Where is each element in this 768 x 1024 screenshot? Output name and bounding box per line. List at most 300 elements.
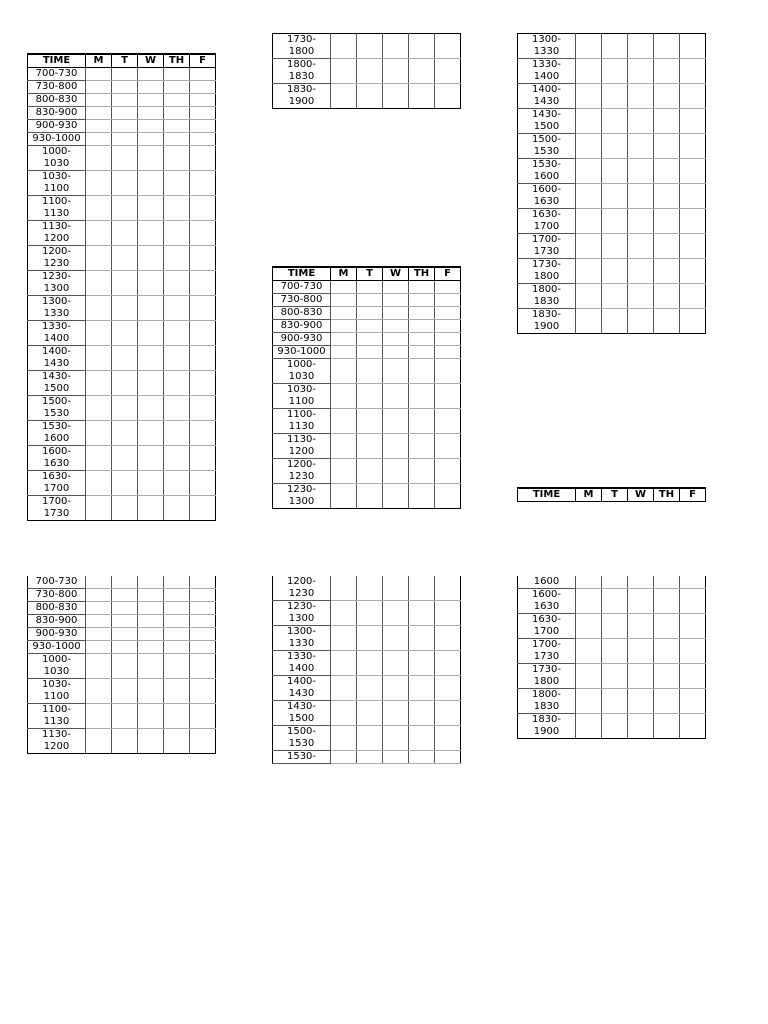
day-cell [112, 146, 138, 171]
day-cell [576, 576, 602, 589]
table-row [518, 159, 706, 184]
time-slot-label: 1600- 1630 [518, 184, 576, 209]
day-column-header: F [190, 54, 216, 68]
day-column-header: TH [409, 267, 435, 281]
day-cell [190, 81, 216, 94]
day-cell [112, 641, 138, 654]
day-cell [680, 259, 706, 284]
time-slot-label: 1030- 1100 [28, 171, 86, 196]
day-cell [357, 346, 383, 359]
day-cell [602, 184, 628, 209]
day-cell [164, 171, 190, 196]
day-cell [680, 614, 706, 639]
day-cell [654, 714, 680, 739]
table-row [273, 701, 461, 726]
day-cell [164, 628, 190, 641]
time-slot-label: 1030- 1100 [273, 384, 331, 409]
day-cell [602, 84, 628, 109]
day-cell [112, 246, 138, 271]
day-cell [138, 704, 164, 729]
day-cell [357, 434, 383, 459]
day-cell [628, 309, 654, 334]
day-cell [576, 309, 602, 334]
day-cell [435, 307, 461, 320]
day-cell [409, 294, 435, 307]
schedule-table-2 [272, 33, 461, 109]
table-row [28, 346, 216, 371]
day-cell [628, 234, 654, 259]
day-cell [435, 626, 461, 651]
table-row [273, 676, 461, 701]
day-cell [680, 639, 706, 664]
day-cell [190, 704, 216, 729]
day-cell [112, 120, 138, 133]
day-cell [628, 589, 654, 614]
day-cell [628, 134, 654, 159]
table-row [273, 651, 461, 676]
day-cell [654, 259, 680, 284]
day-cell [112, 371, 138, 396]
day-cell [680, 59, 706, 84]
table-row [28, 196, 216, 221]
day-cell [86, 396, 112, 421]
day-cell [164, 94, 190, 107]
day-cell [409, 751, 435, 764]
table-row [273, 726, 461, 751]
day-cell [138, 471, 164, 496]
table-row [518, 34, 706, 59]
day-cell [357, 333, 383, 346]
table-row [518, 589, 706, 614]
day-cell [383, 701, 409, 726]
day-cell [409, 346, 435, 359]
day-cell [112, 615, 138, 628]
day-cell [112, 446, 138, 471]
day-cell [331, 701, 357, 726]
time-slot-label: 930-1000 [28, 133, 86, 146]
time-slot-label: 1000- 1030 [28, 654, 86, 679]
day-cell [86, 602, 112, 615]
day-cell [435, 484, 461, 509]
time-slot-label: 1630- 1700 [518, 614, 576, 639]
table-row [518, 59, 706, 84]
day-column-header: M [576, 488, 602, 502]
day-cell [138, 641, 164, 654]
day-cell [164, 496, 190, 521]
day-cell [680, 159, 706, 184]
time-slot-label: 1230- 1300 [273, 484, 331, 509]
table-row [28, 654, 216, 679]
day-cell [112, 679, 138, 704]
day-cell [654, 309, 680, 334]
day-cell [138, 496, 164, 521]
day-cell [383, 626, 409, 651]
day-cell [190, 628, 216, 641]
day-cell [357, 281, 383, 294]
day-cell [357, 726, 383, 751]
time-slot-label: 1430- 1500 [28, 371, 86, 396]
day-cell [331, 333, 357, 346]
day-cell [680, 284, 706, 309]
schedule-table-6 [27, 576, 216, 754]
table-row [28, 171, 216, 196]
time-slot-label: 1200- 1230 [273, 576, 331, 601]
day-cell [409, 651, 435, 676]
day-cell [383, 751, 409, 764]
day-cell [112, 471, 138, 496]
day-cell [654, 59, 680, 84]
day-cell [112, 271, 138, 296]
day-cell [435, 459, 461, 484]
day-cell [409, 34, 435, 59]
day-cell [86, 641, 112, 654]
day-cell [190, 296, 216, 321]
day-cell [164, 589, 190, 602]
table-row [28, 120, 216, 133]
day-cell [138, 171, 164, 196]
time-slot-label: 1430- 1500 [273, 701, 331, 726]
time-slot-label: 1100- 1130 [28, 704, 86, 729]
time-slot-label: 1300- 1330 [273, 626, 331, 651]
day-cell [138, 321, 164, 346]
time-slot-label: 1200- 1230 [28, 246, 86, 271]
day-cell [86, 321, 112, 346]
day-cell [86, 68, 112, 81]
time-slot-label: 1100- 1130 [273, 409, 331, 434]
day-cell [86, 615, 112, 628]
day-cell [602, 309, 628, 334]
day-cell [654, 614, 680, 639]
day-cell [357, 484, 383, 509]
day-cell [383, 333, 409, 346]
day-cell [654, 639, 680, 664]
day-column-header: W [383, 267, 409, 281]
time-slot-label: 1530- 1600 [518, 159, 576, 184]
day-cell [654, 664, 680, 689]
table-row [518, 84, 706, 109]
day-cell [164, 421, 190, 446]
day-cell [331, 434, 357, 459]
time-slot-label: 830-900 [273, 320, 331, 333]
time-slot-label: 1730- 1800 [273, 34, 331, 59]
day-cell [409, 320, 435, 333]
day-cell [357, 34, 383, 59]
day-cell [86, 81, 112, 94]
table-row [28, 471, 216, 496]
day-cell [331, 346, 357, 359]
day-cell [409, 333, 435, 346]
day-cell [331, 726, 357, 751]
day-cell [357, 651, 383, 676]
day-column-header: W [628, 488, 654, 502]
day-cell [576, 159, 602, 184]
day-cell [576, 614, 602, 639]
day-cell [602, 284, 628, 309]
day-cell [576, 84, 602, 109]
day-cell [576, 639, 602, 664]
day-cell [383, 434, 409, 459]
day-cell [190, 641, 216, 654]
day-cell [654, 209, 680, 234]
time-slot-label: 1300- 1330 [28, 296, 86, 321]
day-cell [576, 34, 602, 59]
time-slot-label: 830-900 [28, 107, 86, 120]
day-cell [576, 209, 602, 234]
day-cell [164, 133, 190, 146]
day-cell [654, 159, 680, 184]
day-cell [164, 641, 190, 654]
day-cell [331, 359, 357, 384]
day-column-header: F [435, 267, 461, 281]
day-cell [138, 615, 164, 628]
day-cell [435, 701, 461, 726]
day-cell [628, 664, 654, 689]
day-cell [576, 664, 602, 689]
day-cell [86, 576, 112, 589]
schedule-table-1 [27, 53, 216, 521]
day-cell [164, 246, 190, 271]
day-cell [86, 196, 112, 221]
day-cell [680, 134, 706, 159]
time-slot-label: 930-1000 [273, 346, 331, 359]
day-cell [138, 679, 164, 704]
time-slot-label: 900-930 [273, 333, 331, 346]
day-cell [138, 68, 164, 81]
day-cell [680, 34, 706, 59]
day-cell [138, 628, 164, 641]
day-cell [138, 446, 164, 471]
day-cell [680, 576, 706, 589]
table-row [28, 602, 216, 615]
schedule-table-5 [517, 487, 706, 502]
day-cell [576, 284, 602, 309]
day-cell [138, 94, 164, 107]
day-cell [357, 601, 383, 626]
table-row [28, 446, 216, 471]
time-slot-label: 730-800 [273, 294, 331, 307]
day-column-header: TH [164, 54, 190, 68]
day-cell [654, 34, 680, 59]
day-cell [576, 589, 602, 614]
table-row [28, 641, 216, 654]
day-cell [190, 346, 216, 371]
table-row [273, 320, 461, 333]
day-cell [138, 221, 164, 246]
day-cell [383, 359, 409, 384]
time-slot-label: 1500- 1530 [28, 396, 86, 421]
time-slot-label: 1730- 1800 [518, 664, 576, 689]
time-slot-label: 1230- 1300 [28, 271, 86, 296]
day-cell [331, 281, 357, 294]
time-slot-label: 1330- 1400 [273, 651, 331, 676]
day-cell [112, 496, 138, 521]
day-cell [602, 259, 628, 284]
day-cell [138, 133, 164, 146]
day-cell [112, 421, 138, 446]
day-cell [86, 221, 112, 246]
time-slot-label: 1130- 1200 [28, 221, 86, 246]
day-cell [86, 654, 112, 679]
time-slot-label: 1830- 1900 [518, 309, 576, 334]
day-cell [86, 446, 112, 471]
day-cell [435, 34, 461, 59]
day-cell [164, 146, 190, 171]
day-cell [86, 120, 112, 133]
day-cell [331, 676, 357, 701]
table-row [28, 146, 216, 171]
day-cell [190, 107, 216, 120]
table-row [273, 576, 461, 601]
day-cell [383, 459, 409, 484]
day-cell [190, 446, 216, 471]
day-cell [409, 601, 435, 626]
table-row [28, 615, 216, 628]
table-row [518, 259, 706, 284]
day-cell [112, 81, 138, 94]
time-slot-label: 1400- 1430 [28, 346, 86, 371]
table-row [28, 628, 216, 641]
day-cell [357, 676, 383, 701]
day-cell [138, 396, 164, 421]
day-cell [628, 259, 654, 284]
day-cell [190, 94, 216, 107]
day-cell [435, 751, 461, 764]
time-slot-label: 930-1000 [28, 641, 86, 654]
table-row [28, 107, 216, 120]
table-row [518, 284, 706, 309]
day-cell [654, 184, 680, 209]
day-cell [357, 701, 383, 726]
day-cell [383, 576, 409, 601]
day-cell [331, 651, 357, 676]
day-cell [112, 296, 138, 321]
day-cell [409, 409, 435, 434]
table-row [273, 294, 461, 307]
day-cell [383, 346, 409, 359]
schedule-table-7 [272, 576, 461, 764]
day-cell [112, 221, 138, 246]
day-cell [164, 471, 190, 496]
day-cell [383, 484, 409, 509]
time-slot-label: 1600- 1630 [518, 589, 576, 614]
day-cell [86, 421, 112, 446]
day-cell [112, 68, 138, 81]
day-cell [383, 281, 409, 294]
day-cell [576, 134, 602, 159]
day-cell [680, 234, 706, 259]
time-slot-label: 1530- 1600 [28, 421, 86, 446]
day-cell [190, 589, 216, 602]
day-cell [409, 459, 435, 484]
day-cell [409, 384, 435, 409]
day-cell [138, 246, 164, 271]
day-cell [112, 576, 138, 589]
table-row [273, 307, 461, 320]
table-row [518, 664, 706, 689]
time-slot-label: 830-900 [28, 615, 86, 628]
day-cell [435, 294, 461, 307]
day-cell [628, 184, 654, 209]
day-cell [654, 234, 680, 259]
day-cell [331, 59, 357, 84]
day-cell [86, 346, 112, 371]
day-cell [164, 321, 190, 346]
day-column-header: T [602, 488, 628, 502]
day-cell [383, 34, 409, 59]
day-cell [190, 396, 216, 421]
day-cell [654, 689, 680, 714]
day-cell [190, 576, 216, 589]
time-slot-label: 1030- 1100 [28, 679, 86, 704]
day-cell [409, 726, 435, 751]
day-cell [409, 281, 435, 294]
day-cell [654, 576, 680, 589]
time-slot-label: 1430- 1500 [518, 109, 576, 134]
day-cell [576, 109, 602, 134]
table-row [28, 68, 216, 81]
day-cell [576, 689, 602, 714]
day-cell [357, 626, 383, 651]
time-slot-label: 1630- 1700 [28, 471, 86, 496]
day-cell [628, 689, 654, 714]
day-cell [164, 602, 190, 615]
day-cell [138, 371, 164, 396]
day-cell [138, 146, 164, 171]
day-cell [357, 384, 383, 409]
day-cell [357, 59, 383, 84]
header-row [28, 54, 216, 68]
day-cell [602, 234, 628, 259]
day-cell [357, 409, 383, 434]
day-cell [680, 689, 706, 714]
day-cell [164, 654, 190, 679]
day-cell [435, 359, 461, 384]
day-cell [435, 434, 461, 459]
day-cell [628, 34, 654, 59]
day-cell [357, 307, 383, 320]
day-cell [86, 94, 112, 107]
day-cell [112, 321, 138, 346]
day-cell [164, 271, 190, 296]
day-cell [435, 59, 461, 84]
day-cell [409, 59, 435, 84]
day-cell [164, 296, 190, 321]
table-row [28, 321, 216, 346]
time-slot-label: 1130- 1200 [273, 434, 331, 459]
day-column-header: F [680, 488, 706, 502]
day-cell [628, 614, 654, 639]
header-row [273, 267, 461, 281]
time-slot-label: 900-930 [28, 120, 86, 133]
day-cell [383, 651, 409, 676]
day-cell [138, 296, 164, 321]
day-cell [138, 346, 164, 371]
time-slot-label: 1630- 1700 [518, 209, 576, 234]
table-row [28, 371, 216, 396]
day-cell [409, 359, 435, 384]
day-cell [409, 576, 435, 601]
table-row [518, 614, 706, 639]
day-cell [680, 309, 706, 334]
day-cell [164, 729, 190, 754]
time-slot-label: 1700- 1730 [518, 639, 576, 664]
table-row [28, 246, 216, 271]
day-cell [435, 726, 461, 751]
day-cell [576, 184, 602, 209]
day-cell [112, 729, 138, 754]
day-cell [112, 94, 138, 107]
table-row [28, 296, 216, 321]
